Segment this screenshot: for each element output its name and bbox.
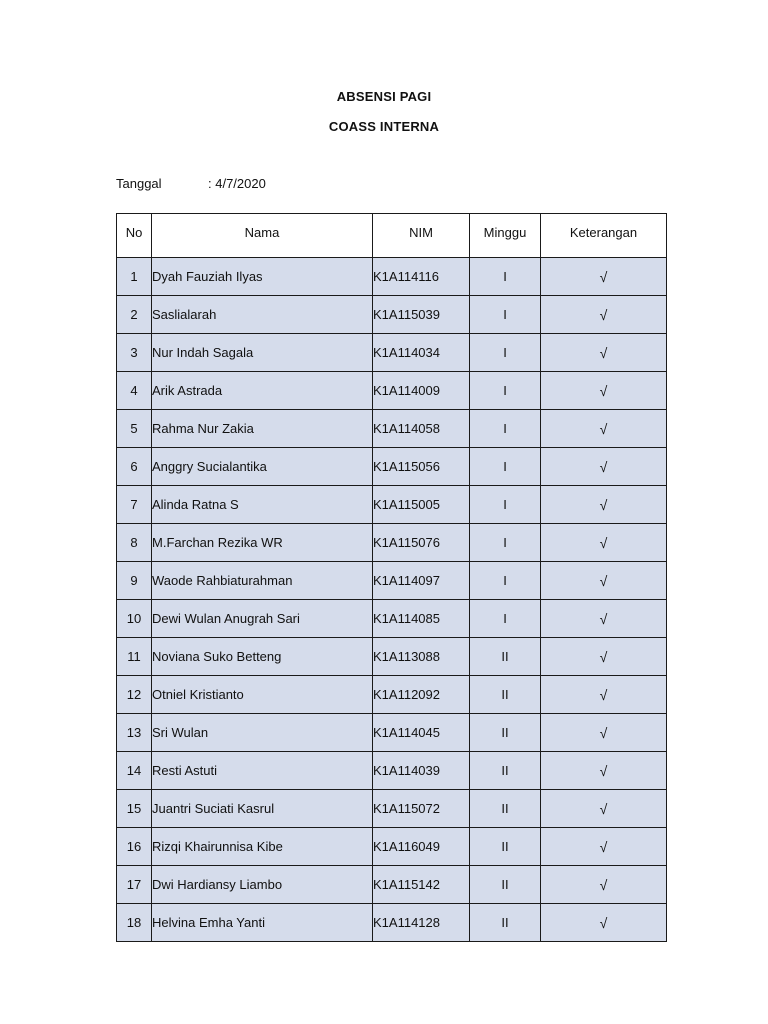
check-mark-icon: √ — [541, 676, 667, 714]
cell-nim: K1A116049 — [373, 828, 470, 866]
cell-no: 17 — [117, 866, 152, 904]
date-label: Tanggal — [116, 176, 162, 191]
table-row — [117, 904, 667, 942]
cell-nama: Anggry Sucialantika — [152, 448, 373, 486]
cell-nim: K1A114009 — [373, 372, 470, 410]
cell-minggu: I — [470, 486, 541, 524]
cell-minggu: II — [470, 752, 541, 790]
cell-minggu: II — [470, 714, 541, 752]
cell-nama: Dwi Hardiansy Liambo — [152, 866, 373, 904]
cell-nama: Nur Indah Sagala — [152, 334, 373, 372]
cell-nama: Helvina Emha Yanti — [152, 904, 373, 942]
check-mark-icon: √ — [541, 486, 667, 524]
cell-no: 7 — [117, 486, 152, 524]
cell-no: 8 — [117, 524, 152, 562]
check-mark-icon: √ — [541, 752, 667, 790]
cell-minggu: I — [470, 600, 541, 638]
cell-minggu: I — [470, 410, 541, 448]
table-row — [117, 562, 667, 600]
document-subtitle: COASS INTERNA — [328, 119, 440, 134]
cell-no: 6 — [117, 448, 152, 486]
check-mark-icon: √ — [541, 296, 667, 334]
cell-nim: K1A114085 — [373, 600, 470, 638]
cell-nim: K1A115005 — [373, 486, 470, 524]
table-row — [117, 448, 667, 486]
cell-nama: Dyah Fauziah Ilyas — [152, 258, 373, 296]
table-row — [117, 410, 667, 448]
cell-nama: Arik Astrada — [152, 372, 373, 410]
cell-minggu: II — [470, 790, 541, 828]
cell-no: 16 — [117, 828, 152, 866]
cell-nim: K1A115056 — [373, 448, 470, 486]
header-keterangan: Keterangan — [541, 214, 667, 258]
cell-nama: Alinda Ratna S — [152, 486, 373, 524]
cell-no: 14 — [117, 752, 152, 790]
cell-minggu: II — [470, 676, 541, 714]
cell-minggu: I — [470, 448, 541, 486]
cell-no: 9 — [117, 562, 152, 600]
cell-minggu: II — [470, 638, 541, 676]
cell-nim: K1A115039 — [373, 296, 470, 334]
attendance-table — [116, 213, 667, 942]
date-value: : 4/7/2020 — [208, 176, 266, 191]
header-no: No — [117, 214, 152, 258]
cell-nama: Sri Wulan — [152, 714, 373, 752]
cell-no: 18 — [117, 904, 152, 942]
cell-no: 3 — [117, 334, 152, 372]
cell-no: 5 — [117, 410, 152, 448]
cell-no: 1 — [117, 258, 152, 296]
check-mark-icon: √ — [541, 866, 667, 904]
cell-no: 2 — [117, 296, 152, 334]
cell-minggu: II — [470, 828, 541, 866]
cell-minggu: I — [470, 258, 541, 296]
cell-minggu: I — [470, 524, 541, 562]
cell-no: 12 — [117, 676, 152, 714]
cell-no: 15 — [117, 790, 152, 828]
table-row — [117, 600, 667, 638]
table-row — [117, 372, 667, 410]
table-row — [117, 638, 667, 676]
header-nama: Nama — [152, 214, 373, 258]
table-row — [117, 334, 667, 372]
cell-nama: Dewi Wulan Anugrah Sari — [152, 600, 373, 638]
table-row — [117, 296, 667, 334]
check-mark-icon: √ — [541, 904, 667, 942]
table-row — [117, 524, 667, 562]
table-row — [117, 866, 667, 904]
check-mark-icon: √ — [541, 714, 667, 752]
check-mark-icon: √ — [541, 828, 667, 866]
table-row — [117, 486, 667, 524]
table-row — [117, 676, 667, 714]
check-mark-icon: √ — [541, 258, 667, 296]
cell-no: 13 — [117, 714, 152, 752]
cell-nim: K1A115072 — [373, 790, 470, 828]
table-row — [117, 828, 667, 866]
cell-nim: K1A113088 — [373, 638, 470, 676]
check-mark-icon: √ — [541, 410, 667, 448]
cell-nama: Waode Rahbiaturahman — [152, 562, 373, 600]
cell-nim: K1A114116 — [373, 258, 470, 296]
table-row — [117, 714, 667, 752]
cell-minggu: I — [470, 334, 541, 372]
table-row — [117, 258, 667, 296]
check-mark-icon: √ — [541, 334, 667, 372]
check-mark-icon: √ — [541, 372, 667, 410]
table-header-row — [117, 214, 667, 258]
cell-minggu: II — [470, 866, 541, 904]
cell-minggu: I — [470, 296, 541, 334]
date-row — [116, 176, 266, 191]
header-nim: NIM — [373, 214, 470, 258]
check-mark-icon: √ — [541, 600, 667, 638]
document-title: ABSENSI PAGI — [336, 89, 432, 104]
cell-minggu: II — [470, 904, 541, 942]
cell-nim: K1A112092 — [373, 676, 470, 714]
cell-nim: K1A114058 — [373, 410, 470, 448]
cell-nim: K1A115142 — [373, 866, 470, 904]
cell-no: 10 — [117, 600, 152, 638]
cell-minggu: I — [470, 562, 541, 600]
table-body — [117, 258, 667, 942]
check-mark-icon: √ — [541, 790, 667, 828]
cell-nim: K1A114097 — [373, 562, 470, 600]
cell-nim: K1A114128 — [373, 904, 470, 942]
cell-nim: K1A114039 — [373, 752, 470, 790]
table-row — [117, 790, 667, 828]
cell-nim: K1A115076 — [373, 524, 470, 562]
check-mark-icon: √ — [541, 638, 667, 676]
cell-nim: K1A114034 — [373, 334, 470, 372]
cell-no: 11 — [117, 638, 152, 676]
cell-nama: Rizqi Khairunnisa Kibe — [152, 828, 373, 866]
header-minggu: Minggu — [470, 214, 541, 258]
cell-nama: Noviana Suko Betteng — [152, 638, 373, 676]
check-mark-icon: √ — [541, 448, 667, 486]
cell-nama: Juantri Suciati Kasrul — [152, 790, 373, 828]
table-row — [117, 752, 667, 790]
check-mark-icon: √ — [541, 562, 667, 600]
cell-minggu: I — [470, 372, 541, 410]
cell-nama: Rahma Nur Zakia — [152, 410, 373, 448]
cell-nama: Resti Astuti — [152, 752, 373, 790]
check-mark-icon: √ — [541, 524, 667, 562]
cell-nama: M.Farchan Rezika WR — [152, 524, 373, 562]
cell-nim: K1A114045 — [373, 714, 470, 752]
cell-nama: Saslialarah — [152, 296, 373, 334]
cell-no: 4 — [117, 372, 152, 410]
cell-nama: Otniel Kristianto — [152, 676, 373, 714]
